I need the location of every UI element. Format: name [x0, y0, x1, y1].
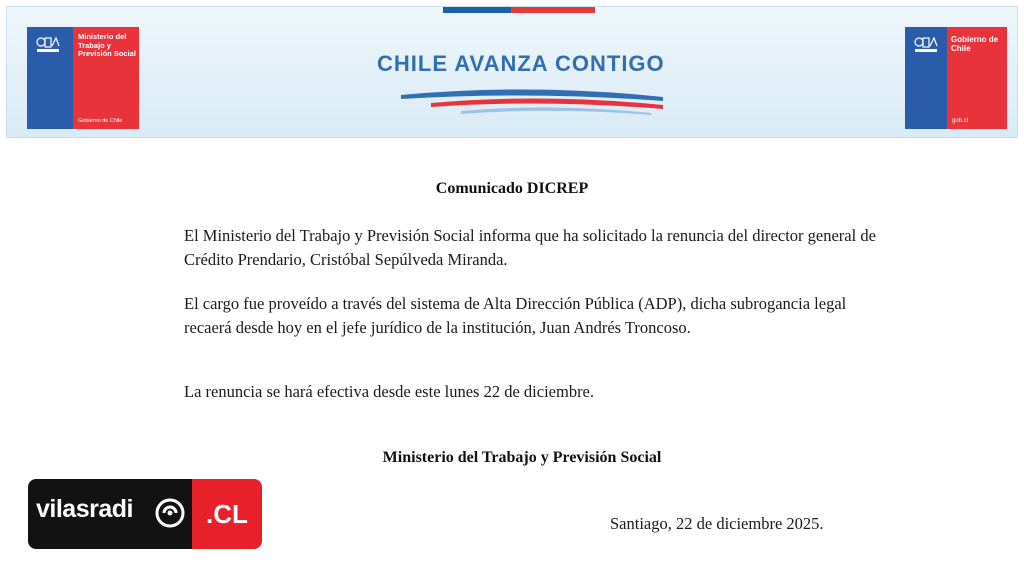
government-logo — [905, 27, 1007, 129]
gob-cl-text: gob.cl — [952, 118, 969, 124]
swoosh-decoration — [401, 85, 663, 119]
coat-of-arms-icon — [33, 33, 63, 55]
logo-blue-block — [905, 27, 947, 129]
header-banner — [6, 6, 1018, 138]
place-and-date: Santiago, 22 de diciembre 2025. — [610, 514, 824, 533]
logo-footer-text: Gobierno de Chile — [78, 118, 123, 124]
logo-red-block — [73, 27, 139, 129]
ministry-name: Ministerio del Trabajo y Previsión Social — [78, 32, 136, 58]
logo-red-block — [947, 27, 1007, 129]
government-name: Gobierno de Chile — [951, 35, 999, 53]
watermark-tld-text: .CL — [206, 498, 248, 529]
flag-stripe-blue — [443, 7, 511, 13]
ministry-logo — [27, 27, 139, 129]
flag-stripe-red — [511, 7, 595, 13]
document-title: Comunicado DICREP — [435, 180, 589, 197]
watermark-red-block — [192, 479, 262, 549]
watermark-black-block — [28, 479, 192, 549]
coat-of-arms-icon — [911, 33, 941, 55]
slogan-title: CHILE AVANZA CONTIGO — [377, 51, 665, 76]
paragraph-resignation-request: El Ministerio del Trabajo y Previsión Social informa que ha solicitado la renuncia del director general de Crédito Prendario, Cristóbal Sepúlveda Miranda. — [184, 226, 876, 269]
signature-ministry: Ministerio del Trabajo y Previsión Social — [382, 449, 662, 466]
watermark-brand-text: vilasradi — [36, 495, 133, 523]
paragraph-subrogation: El cargo fue proveído a través del sistema de Alta Dirección Pública (ADP), dicha subrogancia legal recaerá desde hoy en el jefe jurídico de la institución, Juan Andrés Troncoso. — [184, 294, 847, 337]
radio-waves-icon — [154, 497, 186, 529]
logo-blue-block — [27, 27, 73, 129]
vilasradio-watermark — [28, 479, 262, 549]
paragraph-effective-date: La renuncia se hará efectiva desde este lunes 22 de diciembre. — [184, 382, 595, 401]
